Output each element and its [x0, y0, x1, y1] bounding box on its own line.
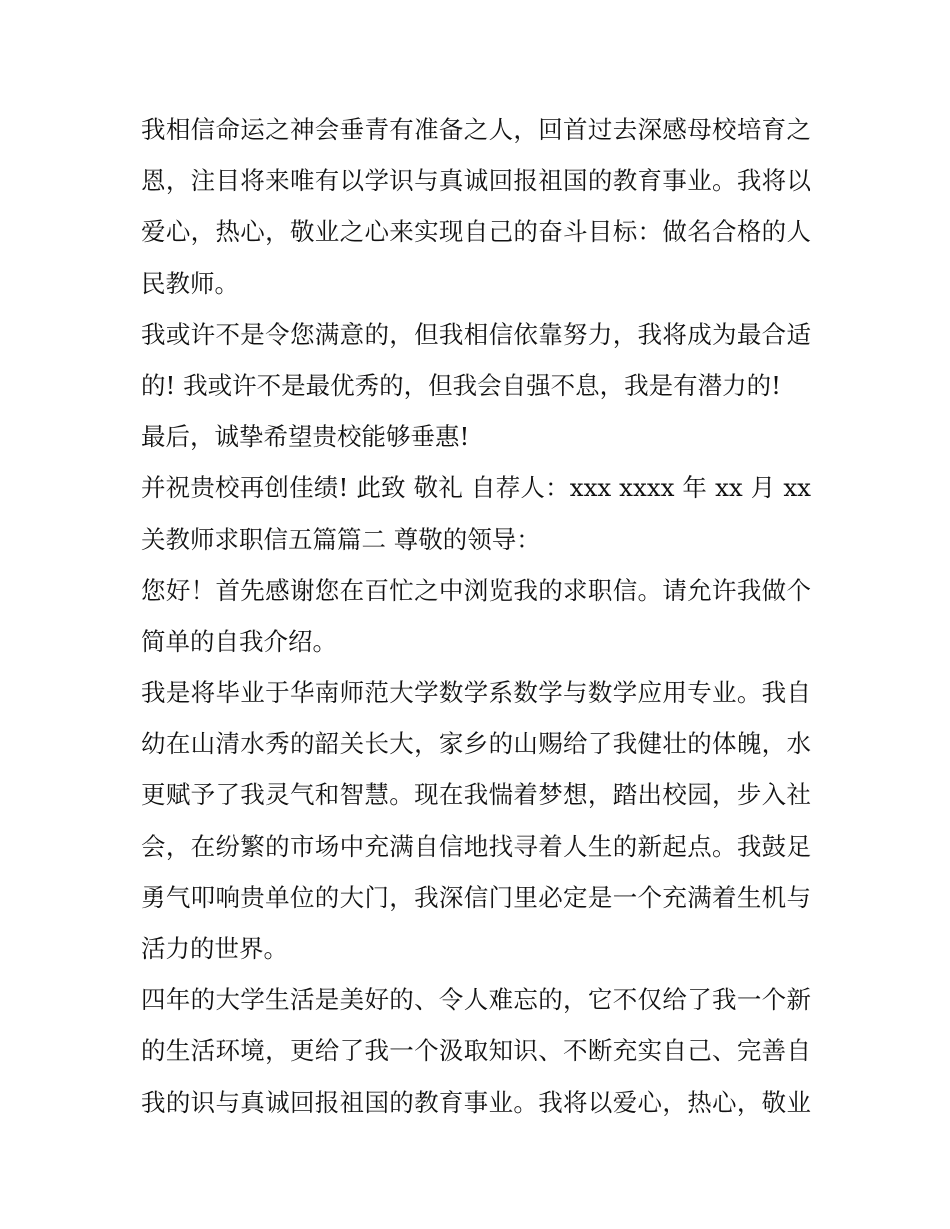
- text-line: 爱心，热心，敬业之心来实现自己的奋斗目标：做名合格的人: [141, 217, 811, 247]
- text-line: 简单的自我介绍。: [141, 626, 337, 656]
- text-line: 活力的世界。: [141, 934, 288, 963]
- text-line: 并祝贵校再创佳绩! 此致 敬礼 自荐人：xxx xxxx 年 xx 月 xx: [141, 473, 811, 503]
- text-line: 最后，诚挚希望贵校能够垂惠!: [141, 422, 470, 452]
- text-line: 我相信命运之神会垂青有准备之人，回首过去深感母校培育之: [141, 115, 811, 144]
- text-line: 会，在纷繁的市场中充满自信地找寻着人生的新起点。我鼓足: [141, 831, 811, 861]
- text-line: 您好！首先感谢您在百忙之中浏览我的求职信。请允许我做个: [141, 575, 811, 605]
- document-body: [141, 104, 811, 1128]
- text-line: 四年的大学生活是美好的、令人难忘的，它不仅给了我一个新: [141, 985, 811, 1015]
- text-line: 的! 我或许不是最优秀的，但我会自强不息，我是有潜力的!: [141, 370, 781, 400]
- text-line: 我或许不是令您满意的，但我相信依靠努力，我将成为最合适: [141, 319, 811, 349]
- text-line: 的生活环境，更给了我一个汲取知识、不断充实自己、完善自: [141, 1036, 811, 1066]
- text-line: 我的识与真诚回报祖国的教育事业。我将以爱心，热心，敬业: [141, 1087, 811, 1117]
- text-line: 民教师。: [141, 268, 239, 298]
- text-line: 幼在山清水秀的韶关长大，家乡的山赐给了我健壮的体魄，水: [141, 729, 811, 759]
- text-line: 勇气叩响贵单位的大门，我深信门里必定是一个充满着生机与: [141, 882, 811, 912]
- text-line: 更赋予了我灵气和智慧。现在我惴着梦想，踏出校园，步入社: [141, 780, 811, 810]
- text-line: 我是将毕业于华南师范大学数学系数学与数学应用专业。我自: [141, 678, 811, 708]
- text-line: 关教师求职信五篇篇二 尊敬的领导：: [141, 524, 541, 554]
- text-line: 恩，注目将来唯有以学识与真诚回报祖国的教育事业。我将以: [141, 166, 811, 196]
